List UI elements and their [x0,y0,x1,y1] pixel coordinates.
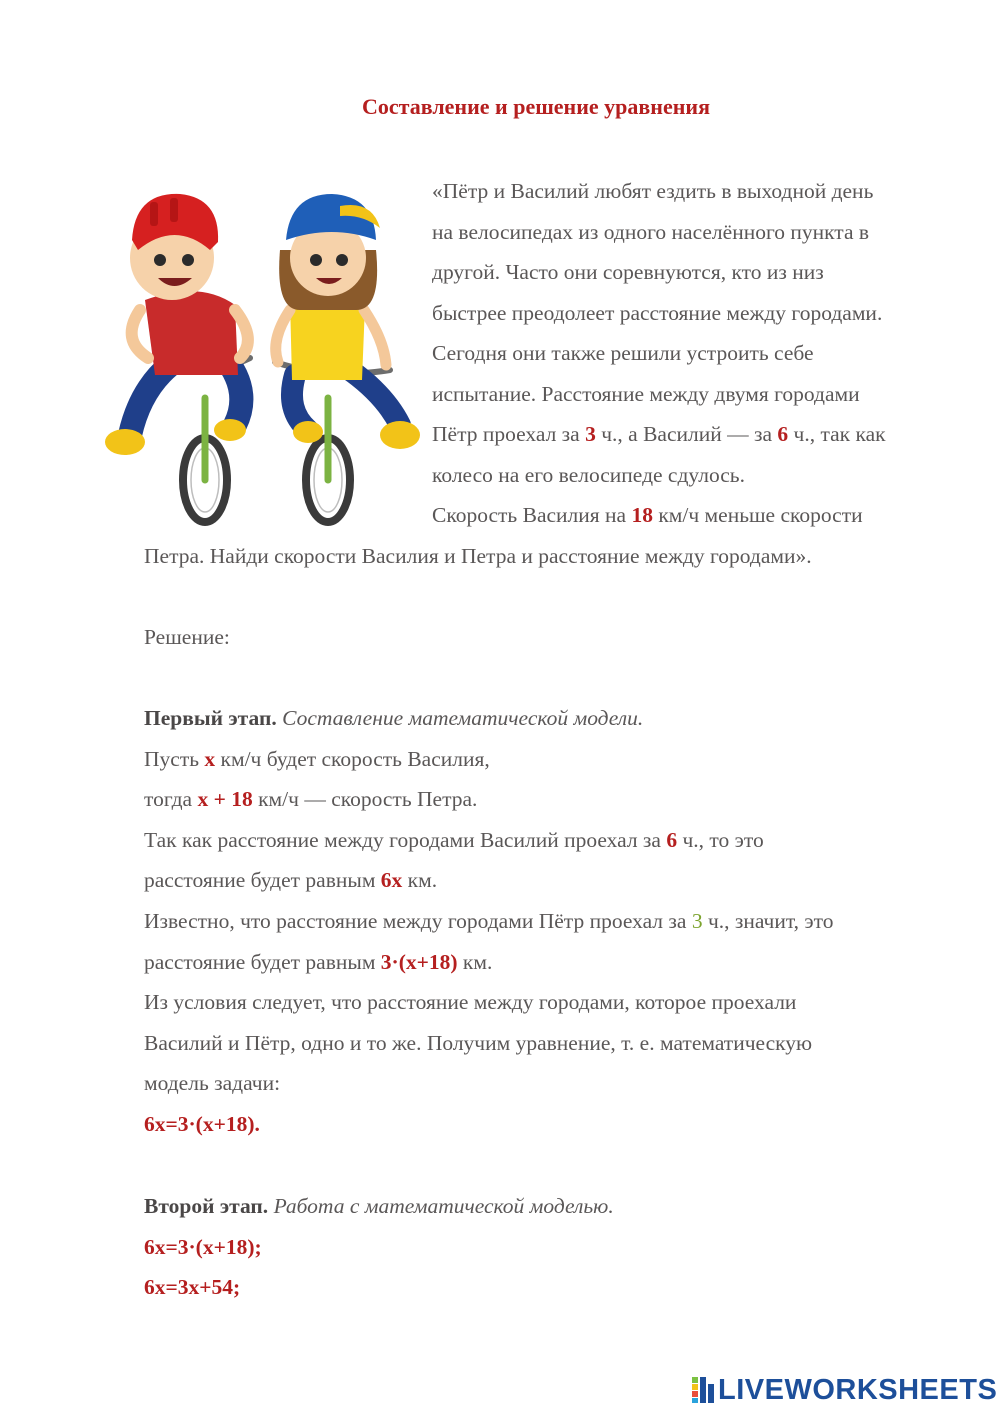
story-line: испытание. Расстояние между двумя городами [432,382,860,406]
model-equation: 6x=3·(x+18). [144,1112,260,1136]
equation-step: 6x=3·(x+18); [144,1235,262,1259]
solution-line [144,789,477,811]
equation-step: 6x=3x+54; [144,1275,241,1299]
story-line: на велосипедах из одного населённого пункта в [432,220,870,244]
solution-text: Так как расстояние между городами Василий проехал за [144,828,667,852]
story-line: колесо на его велосипеде сдулось. [432,463,745,487]
stage1-heading-line [144,708,643,730]
solution-label: Решение: [144,625,230,649]
solution-text: км/ч будет скорость Василия, [215,747,490,771]
solution-line [144,749,490,771]
vasiliy-hours: 6 [777,422,789,446]
stage2-heading: Второй этап. [144,1194,269,1218]
story-text: ч., а Василий — за [595,422,778,446]
solution-line [144,870,437,892]
story-text: ч., так как [788,422,886,446]
story-text: Пётр проехал за [432,422,586,446]
story-line: Сегодня они также решили устроить себе [432,341,814,365]
solution-text: Пусть [144,747,205,771]
solution-line: Василий и Пётр, одно и то же. Получим уравнение, т. е. математическую [144,1031,813,1055]
vasiliy-hours-value: 6 [666,828,678,852]
girl-on-bike [275,194,420,522]
speed-difference: 18 [631,503,653,527]
solution-text: расстояние будет равным [144,950,381,974]
story-line: быстрее преодолеет расстояние между городами. [432,301,883,325]
distance-expr-vasiliy: 6x [380,868,403,892]
petr-hours-value: 3 [691,909,703,933]
stage2-heading-line [144,1196,614,1218]
story-line: «Пётр и Василий любят ездить в выходной день [432,179,874,203]
story-line [432,505,863,527]
logo-text: LIVEWORKSHEETS [718,1373,998,1406]
stage1-subtitle: Составление математической модели. [282,706,644,730]
petr-hours: 3 [585,422,596,446]
solution-text: ч., значит, это [702,909,834,933]
solution-text: Известно, что расстояние между городами Пётр проехал за [144,909,692,933]
solution-text: км. [457,950,493,974]
liveworksheets-logo-icon [692,1377,714,1403]
solution-line: модель задачи: [144,1071,281,1095]
solution-line [144,830,764,852]
boy-on-bike [105,194,250,522]
solution-line [144,952,492,974]
solution-line: Из условия следует, что расстояние между городами, которое проехали [144,990,797,1014]
solution-text: ч., то это [677,828,764,852]
stage2-subtitle: Работа с математической моделью. [273,1194,614,1218]
solution-text: км. [402,868,438,892]
solution-text: тогда [144,787,198,811]
stage1-heading: Первый этап. [144,706,277,730]
story-line [432,424,886,446]
story-text: Скорость Василия на [432,503,632,527]
petr-speed-expr: x + 18 [197,787,253,811]
story-line: Петра. Найди скорости Василия и Петра и расстояние между городами». [144,544,812,568]
liveworksheets-logo[interactable] [692,1374,997,1406]
kids-on-bicycles-illustration [100,180,430,530]
distance-expr-petr: 3·(x+18) [380,950,458,974]
variable-x: x [204,747,216,771]
solution-text: км/ч — скорость Петра. [252,787,478,811]
story-line: другой. Часто они соревнуются, кто из низ [432,260,824,284]
story-text: км/ч меньше скорости [652,503,863,527]
solution-line [144,911,834,933]
solution-text: расстояние будет равным [144,868,381,892]
page-title: Составление и решение уравнения [362,94,710,119]
